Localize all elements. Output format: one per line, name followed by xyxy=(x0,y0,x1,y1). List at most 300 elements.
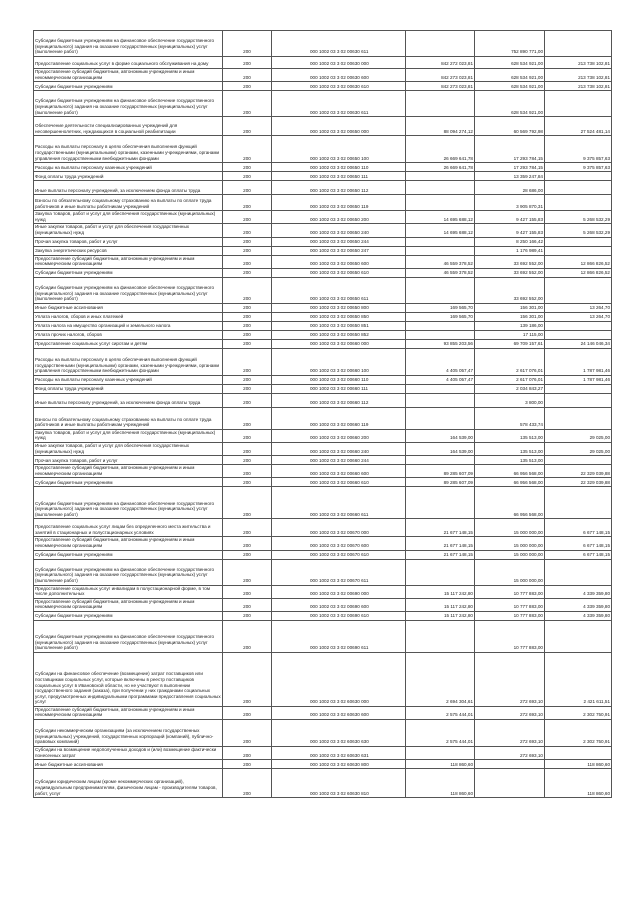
approved-amount-cell xyxy=(406,747,475,760)
line-code-cell: 200 xyxy=(223,706,272,719)
approved-amount-cell xyxy=(406,330,475,339)
executed-amount-cell: 17 293 784,15 xyxy=(475,136,545,163)
budget-classification-code-cell: 000 1002 03 3 02 00660 110 xyxy=(272,375,406,384)
approved-amount-cell: 169 565,70 xyxy=(406,312,475,321)
executed-amount-cell xyxy=(475,769,545,798)
table-row xyxy=(34,487,612,519)
approved-amount-cell xyxy=(406,559,475,585)
unexecuted-amount-cell: 24 146 046,34 xyxy=(545,339,612,348)
line-code-cell: 200 xyxy=(223,747,272,760)
executed-amount-cell: 15 000 000,00 xyxy=(475,550,545,559)
line-code-cell: 200 xyxy=(223,82,272,91)
line-code-cell: 200 xyxy=(223,487,272,519)
expense-name-cell: Предоставление субсидий бюджетным, автономным учреждениям и иным некоммерческим организациям xyxy=(34,255,223,268)
budget-classification-code-cell: 000 1002 03 3 02 00690 600 xyxy=(272,598,406,611)
line-code-cell: 200 xyxy=(223,720,272,747)
table-row xyxy=(34,393,612,407)
table-row xyxy=(34,339,612,348)
executed-amount-cell: 2 617 076,01 xyxy=(475,375,545,384)
approved-amount-cell: 14 695 688,12 xyxy=(406,224,475,237)
executed-amount-cell: 578 433,74 xyxy=(475,407,545,429)
budget-classification-code-cell: 000 1002 03 3 02 00650 611 xyxy=(272,277,406,303)
expense-name-cell: Иные закупки товаров, работ и услуг для обеспечения государственных (муниципальных) нужд xyxy=(34,224,223,237)
executed-amount-cell: 10 777 883,00 xyxy=(475,620,545,652)
unexecuted-amount-cell: 4 339 359,80 xyxy=(545,598,612,611)
budget-classification-code-cell: 000 1002 03 3 02 00660 111 xyxy=(272,384,406,393)
unexecuted-amount-cell: 5 268 532,29 xyxy=(545,224,612,237)
table-row xyxy=(34,57,612,69)
approved-amount-cell: 21 677 148,15 xyxy=(406,537,475,550)
unexecuted-amount-cell: 213 738 102,81 xyxy=(545,57,612,69)
line-code-cell: 200 xyxy=(223,407,272,429)
budget-classification-code-cell: 000 1002 03 3 02 00660 100 xyxy=(272,348,406,375)
expense-name-cell: Взносы по обязательному социальному страхованию на выплаты по оплате труда работников и иные выплаты работникам учреждений xyxy=(34,407,223,429)
executed-amount-cell: 66 956 568,00 xyxy=(475,487,545,519)
executed-amount-cell xyxy=(475,760,545,769)
line-code-cell: 200 xyxy=(223,384,272,393)
approved-amount-cell xyxy=(406,384,475,393)
approved-amount-cell xyxy=(406,487,475,519)
line-code-cell: 200 xyxy=(223,760,272,769)
line-code-cell: 200 xyxy=(223,519,272,537)
unexecuted-amount-cell: 13 264,70 xyxy=(545,312,612,321)
line-code-cell: 200 xyxy=(223,537,272,550)
unexecuted-amount-cell: 9 375 857,63 xyxy=(545,163,612,172)
expense-name-cell: Субсидии бюджетным учреждениям xyxy=(34,550,223,559)
table-row xyxy=(34,620,612,652)
table-row xyxy=(34,277,612,303)
line-code-cell: 200 xyxy=(223,456,272,465)
table-row xyxy=(34,456,612,465)
unexecuted-amount-cell xyxy=(545,330,612,339)
executed-amount-cell: 8 250 166,42 xyxy=(475,237,545,246)
budget-classification-code-cell: 000 1002 03 3 02 00650 111 xyxy=(272,172,406,181)
approved-amount-cell: 26 669 641,78 xyxy=(406,136,475,163)
table-row xyxy=(34,747,612,760)
line-code-cell: 200 xyxy=(223,375,272,384)
budget-classification-code-cell: 000 1002 03 3 02 00690 000 xyxy=(272,585,406,598)
executed-amount-cell: 15 000 000,00 xyxy=(475,537,545,550)
budget-classification-code-cell: 000 1002 03 3 02 00670 610 xyxy=(272,550,406,559)
budget-classification-code-cell: 000 1002 03 3 02 00650 247 xyxy=(272,246,406,255)
table-row xyxy=(34,181,612,195)
line-code-cell: 200 xyxy=(223,465,272,478)
executed-amount-cell: 13 359 247,84 xyxy=(475,172,545,181)
expense-name-cell: Субсидии бюджетным учреждениям на финансовое обеспечение государственного (муниципального) задания на оказание государственных (муниципальных) услуг (выполнение работ) xyxy=(34,31,223,57)
executed-amount-cell: 3 905 870,31 xyxy=(475,195,545,211)
line-code-cell: 200 xyxy=(223,211,272,224)
line-code-cell: 200 xyxy=(223,277,272,303)
executed-amount-cell: 9 427 155,83 xyxy=(475,224,545,237)
line-code-cell: 200 xyxy=(223,769,272,798)
table-row xyxy=(34,429,612,442)
table-row xyxy=(34,237,612,246)
approved-amount-cell: 2 575 444,01 xyxy=(406,720,475,747)
executed-amount-cell: 135 513,00 xyxy=(475,456,545,465)
expense-name-cell: Закупка товаров, работ и услуг для обеспечения государственных (муниципальных) нужд xyxy=(34,429,223,442)
approved-amount-cell xyxy=(406,456,475,465)
expense-name-cell: Субсидии бюджетным учреждениям на финансовое обеспечение государственного (муниципального) задания на оказание государственных (муниципальных) услуг (выполнение работ) xyxy=(34,91,223,117)
budget-table-body xyxy=(34,31,612,798)
line-code-cell: 200 xyxy=(223,31,272,57)
approved-amount-cell: 164 539,00 xyxy=(406,442,475,455)
executed-amount-cell: 752 890 771,00 xyxy=(475,31,545,57)
budget-report-sheet xyxy=(33,30,611,798)
executed-amount-cell: 272 693,10 xyxy=(475,720,545,747)
executed-amount-cell: 10 777 883,00 xyxy=(475,611,545,620)
executed-amount-cell: 15 000 000,00 xyxy=(475,559,545,585)
expense-name-cell: Субсидии бюджетным учреждениям на финансовое обеспечение государственного (муниципального) задания на оказание государственных (муниципальных) услуг (выполнение работ) xyxy=(34,277,223,303)
expense-name-cell: Субсидии бюджетным учреждениям на финансовое обеспечение государственного (муниципального) задания на оказание государственных (муниципальных) услуг (выполнение работ) xyxy=(34,620,223,652)
unexecuted-amount-cell: 2 302 750,91 xyxy=(545,720,612,747)
budget-classification-code-cell: 000 1002 03 3 02 00630 000 xyxy=(272,57,406,69)
expense-name-cell: Уплата налога на имущество организаций и земельного налога xyxy=(34,321,223,330)
executed-amount-cell: 156 301,00 xyxy=(475,312,545,321)
table-row xyxy=(34,550,612,559)
budget-classification-code-cell: 000 1002 03 3 02 00650 852 xyxy=(272,330,406,339)
approved-amount-cell: 4 405 057,47 xyxy=(406,375,475,384)
approved-amount-cell xyxy=(406,277,475,303)
expense-name-cell: Уплата прочих налогов, сборов xyxy=(34,330,223,339)
approved-amount-cell: 15 117 242,80 xyxy=(406,585,475,598)
approved-amount-cell xyxy=(406,393,475,407)
line-code-cell: 200 xyxy=(223,117,272,136)
line-code-cell: 200 xyxy=(223,550,272,559)
budget-classification-code-cell: 000 1002 03 3 02 00660 240 xyxy=(272,442,406,455)
unexecuted-amount-cell xyxy=(545,456,612,465)
approved-amount-cell: 46 559 378,52 xyxy=(406,255,475,268)
table-row xyxy=(34,478,612,487)
unexecuted-amount-cell xyxy=(545,620,612,652)
budget-classification-code-cell: 000 1002 03 3 02 00650 200 xyxy=(272,211,406,224)
unexecuted-amount-cell: 12 866 826,52 xyxy=(545,255,612,268)
budget-classification-code-cell: 000 1002 03 3 02 00650 110 xyxy=(272,163,406,172)
approved-amount-cell: 21 677 148,15 xyxy=(406,550,475,559)
expense-name-cell: Предоставление социальных услуг сиротам и детям xyxy=(34,339,223,348)
line-code-cell: 200 xyxy=(223,195,272,211)
expense-name-cell: Расходы на выплаты персоналу в целях обеспечения выполнения функций государственными (муниципальными) органами, казенными учреждениями, органами управления государственными внебюджетными фондами xyxy=(34,136,223,163)
approved-amount-cell: 842 272 023,81 xyxy=(406,57,475,69)
expense-name-cell: Иные бюджетные ассигнования xyxy=(34,303,223,312)
approved-amount-cell: 842 273 023,81 xyxy=(406,82,475,91)
unexecuted-amount-cell: 6 677 148,15 xyxy=(545,519,612,537)
table-row xyxy=(34,31,612,57)
expense-name-cell: Расходы на выплаты персоналу в целях обеспечения выполнения функций государственными (муниципальными) органами, казенными учреждениями, органами управления государственными внебюджетными фондами xyxy=(34,348,223,375)
line-code-cell: 200 xyxy=(223,224,272,237)
table-row xyxy=(34,706,612,719)
expense-name-cell: Закупка товаров, работ и услуг для обеспечения государственных (муниципальных) нужд xyxy=(34,211,223,224)
unexecuted-amount-cell: 2 421 611,51 xyxy=(545,652,612,706)
table-row xyxy=(34,136,612,163)
budget-classification-code-cell: 000 1002 03 3 02 00650 112 xyxy=(272,181,406,195)
approved-amount-cell xyxy=(406,172,475,181)
unexecuted-amount-cell: 27 524 481,14 xyxy=(545,117,612,136)
executed-amount-cell: 66 956 568,00 xyxy=(475,478,545,487)
approved-amount-cell: 2 575 444,01 xyxy=(406,706,475,719)
unexecuted-amount-cell: 5 268 532,29 xyxy=(545,211,612,224)
expense-name-cell: Фонд оплаты труда учреждений xyxy=(34,172,223,181)
table-row xyxy=(34,224,612,237)
expense-name-cell: Иные выплаты персоналу учреждений, за исключением фонда оплаты труда xyxy=(34,181,223,195)
table-row xyxy=(34,769,612,798)
budget-classification-code-cell: 000 1002 03 3 02 00650 800 xyxy=(272,303,406,312)
budget-classification-code-cell: 000 1002 03 3 02 60630 630 xyxy=(272,720,406,747)
table-row xyxy=(34,163,612,172)
executed-amount-cell: 628 534 921,00 xyxy=(475,91,545,117)
expense-name-cell: Предоставление социальных услуг лицам без определенного места жительства и занятий в стационарных и полустационарных условиях xyxy=(34,519,223,537)
budget-classification-code-cell: 000 1002 03 3 02 00650 244 xyxy=(272,237,406,246)
line-code-cell: 200 xyxy=(223,585,272,598)
budget-classification-code-cell: 000 1002 03 3 02 00660 200 xyxy=(272,429,406,442)
executed-amount-cell: 628 534 921,00 xyxy=(475,69,545,82)
table-row xyxy=(34,172,612,181)
expense-name-cell: Обеспечение деятельности специализированных учреждений для несовершеннолетних, нуждающихся в социальной реабилитации xyxy=(34,117,223,136)
table-row xyxy=(34,465,612,478)
table-row xyxy=(34,585,612,598)
executed-amount-cell: 33 692 552,00 xyxy=(475,268,545,277)
executed-amount-cell: 628 534 921,00 xyxy=(475,57,545,69)
line-code-cell: 200 xyxy=(223,91,272,117)
budget-classification-code-cell: 000 1002 03 3 02 00650 119 xyxy=(272,195,406,211)
budget-classification-code-cell: 000 1002 03 3 02 00630 600 xyxy=(272,69,406,82)
executed-amount-cell: 15 000 000,00 xyxy=(475,519,545,537)
budget-classification-code-cell: 000 1002 03 3 02 00650 600 xyxy=(272,255,406,268)
table-row xyxy=(34,69,612,82)
approved-amount-cell: 15 117 242,80 xyxy=(406,611,475,620)
budget-classification-code-cell: 000 1002 03 3 02 00650 850 xyxy=(272,312,406,321)
approved-amount-cell: 164 539,00 xyxy=(406,429,475,442)
table-row xyxy=(34,330,612,339)
budget-classification-code-cell: 000 1002 03 3 02 00630 611 xyxy=(272,31,406,57)
unexecuted-amount-cell xyxy=(545,277,612,303)
table-row xyxy=(34,652,612,706)
unexecuted-amount-cell: 12 866 826,52 xyxy=(545,268,612,277)
unexecuted-amount-cell: 2 302 750,91 xyxy=(545,706,612,719)
executed-amount-cell: 9 427 155,83 xyxy=(475,211,545,224)
expense-name-cell: Субсидии бюджетным учреждениям на финансовое обеспечение государственного (муниципального) задания на оказание государственных (муниципальных) услуг (выполнение работ) xyxy=(34,487,223,519)
budget-classification-code-cell: 000 1002 03 3 02 60630 800 xyxy=(272,760,406,769)
expense-name-cell: Иные закупки товаров, работ и услуг для обеспечения государственных (муниципальных) нужд xyxy=(34,442,223,455)
expense-name-cell: Прочая закупка товаров, работ и услуг xyxy=(34,456,223,465)
expense-name-cell: Фонд оплаты труда учреждений xyxy=(34,384,223,393)
unexecuted-amount-cell: 13 264,70 xyxy=(545,303,612,312)
unexecuted-amount-cell: 118 860,60 xyxy=(545,769,612,798)
budget-classification-code-cell: 000 1002 03 3 02 00670 600 xyxy=(272,537,406,550)
unexecuted-amount-cell xyxy=(545,181,612,195)
budget-classification-code-cell: 000 1002 03 3 02 00660 611 xyxy=(272,487,406,519)
line-code-cell: 200 xyxy=(223,393,272,407)
approved-amount-cell xyxy=(406,181,475,195)
executed-amount-cell: 66 956 568,00 xyxy=(475,465,545,478)
table-row xyxy=(34,255,612,268)
budget-classification-code-cell: 000 1002 03 3 02 60630 631 xyxy=(272,747,406,760)
line-code-cell: 200 xyxy=(223,321,272,330)
approved-amount-cell: 89 285 607,09 xyxy=(406,478,475,487)
expense-name-cell: Предоставление субсидий бюджетным, автономным учреждениям и иным некоммерческим организациям xyxy=(34,465,223,478)
unexecuted-amount-cell: 1 787 981,46 xyxy=(545,348,612,375)
unexecuted-amount-cell: 1 787 981,46 xyxy=(545,375,612,384)
executed-amount-cell: 3 800,00 xyxy=(475,393,545,407)
approved-amount-cell xyxy=(406,407,475,429)
unexecuted-amount-cell xyxy=(545,31,612,57)
table-row xyxy=(34,82,612,91)
line-code-cell: 200 xyxy=(223,57,272,69)
budget-classification-code-cell: 000 1002 03 3 02 00660 000 xyxy=(272,339,406,348)
executed-amount-cell: 10 777 883,00 xyxy=(475,585,545,598)
unexecuted-amount-cell xyxy=(545,384,612,393)
expense-name-cell: Предоставление социальных услуг инвалидам в полустационарной форме, в том числе дополнительных xyxy=(34,585,223,598)
unexecuted-amount-cell: 9 375 857,63 xyxy=(545,136,612,163)
line-code-cell: 200 xyxy=(223,652,272,706)
expense-name-cell: Расходы на выплаты персоналу казенных учреждений xyxy=(34,375,223,384)
unexecuted-amount-cell: 213 738 102,81 xyxy=(545,82,612,91)
expense-name-cell: Закупка энергетических ресурсов xyxy=(34,246,223,255)
line-code-cell: 200 xyxy=(223,559,272,585)
expense-name-cell: Иные выплаты персоналу учреждений, за исключением фонда оплаты труда xyxy=(34,393,223,407)
budget-classification-code-cell: 000 1002 03 3 02 00660 119 xyxy=(272,407,406,429)
table-row xyxy=(34,211,612,224)
expense-name-cell: Субсидии бюджетным учреждениям xyxy=(34,268,223,277)
expense-name-cell: Предоставление субсидий бюджетным, автономным учреждениям и иным некоммерческим организациям xyxy=(34,598,223,611)
table-row xyxy=(34,760,612,769)
approved-amount-cell xyxy=(406,237,475,246)
expense-name-cell: Субсидии юридическим лицам (кроме некоммерческих организаций), индивидуальным предпринимателям, физическим лицам - производителям товаров, работ, услуг xyxy=(34,769,223,798)
line-code-cell: 200 xyxy=(223,442,272,455)
executed-amount-cell: 17 293 784,15 xyxy=(475,163,545,172)
unexecuted-amount-cell: 22 329 039,88 xyxy=(545,478,612,487)
budget-classification-code-cell: 000 1002 03 3 02 60630 810 xyxy=(272,769,406,798)
table-row xyxy=(34,537,612,550)
table-row xyxy=(34,375,612,384)
table-row xyxy=(34,720,612,747)
approved-amount-cell: 26 669 641,78 xyxy=(406,163,475,172)
unexecuted-amount-cell xyxy=(545,91,612,117)
unexecuted-amount-cell: 29 025,00 xyxy=(545,442,612,455)
expense-name-cell: Уплата налогов, сборов и иных платежей xyxy=(34,312,223,321)
budget-classification-code-cell: 000 1002 03 3 02 00630 610 xyxy=(272,82,406,91)
budget-classification-code-cell: 000 1002 03 3 02 00650 240 xyxy=(272,224,406,237)
executed-amount-cell: 272 693,10 xyxy=(475,652,545,706)
unexecuted-amount-cell xyxy=(545,172,612,181)
expense-name-cell: Субсидии на возмещение недополученных доходов и (или) возмещение фактически понесенных затрат xyxy=(34,747,223,760)
unexecuted-amount-cell xyxy=(545,246,612,255)
approved-amount-cell: 4 405 057,47 xyxy=(406,348,475,375)
executed-amount-cell: 60 569 792,98 xyxy=(475,117,545,136)
budget-classification-code-cell: 000 1002 03 3 02 00660 610 xyxy=(272,478,406,487)
expense-name-cell: Взносы по обязательному социальному страхованию на выплаты по оплате труда работников и иные выплаты работникам учреждений xyxy=(34,195,223,211)
table-row xyxy=(34,384,612,393)
table-row xyxy=(34,442,612,455)
table-row xyxy=(34,91,612,117)
unexecuted-amount-cell: 6 677 148,15 xyxy=(545,550,612,559)
line-code-cell: 200 xyxy=(223,237,272,246)
approved-amount-cell xyxy=(406,195,475,211)
line-code-cell: 200 xyxy=(223,246,272,255)
approved-amount-cell: 15 117 242,80 xyxy=(406,598,475,611)
table-row xyxy=(34,407,612,429)
table-row xyxy=(34,611,612,620)
line-code-cell: 200 xyxy=(223,611,272,620)
unexecuted-amount-cell: 29 025,00 xyxy=(545,429,612,442)
unexecuted-amount-cell xyxy=(545,393,612,407)
expense-name-cell: Предоставление субсидий бюджетным, автономным учреждениям и иным некоммерческим организациям xyxy=(34,69,223,82)
budget-classification-code-cell: 000 1002 03 3 02 00690 611 xyxy=(272,620,406,652)
executed-amount-cell: 272 693,10 xyxy=(475,747,545,760)
approved-amount-cell: 842 273 023,81 xyxy=(406,69,475,82)
executed-amount-cell: 135 513,00 xyxy=(475,442,545,455)
unexecuted-amount-cell: 118 860,60 xyxy=(545,760,612,769)
executed-amount-cell: 28 686,00 xyxy=(475,181,545,195)
table-row xyxy=(34,268,612,277)
executed-amount-cell: 135 513,00 xyxy=(475,429,545,442)
approved-amount-cell: 118 860,60 xyxy=(406,760,475,769)
table-row xyxy=(34,195,612,211)
table-row xyxy=(34,312,612,321)
line-code-cell: 200 xyxy=(223,330,272,339)
approved-amount-cell: 14 695 688,12 xyxy=(406,211,475,224)
unexecuted-amount-cell: 4 339 359,80 xyxy=(545,585,612,598)
executed-amount-cell: 1 176 989,41 xyxy=(475,246,545,255)
line-code-cell: 200 xyxy=(223,136,272,163)
unexecuted-amount-cell: 22 329 039,88 xyxy=(545,465,612,478)
line-code-cell: 200 xyxy=(223,172,272,181)
line-code-cell: 200 xyxy=(223,429,272,442)
budget-classification-code-cell: 000 1002 03 3 02 60630 600 xyxy=(272,706,406,719)
expense-name-cell: Субсидии бюджетным учреждениям на финансовое обеспечение государственного (муниципального) задания на оказание государственных (муниципальных) услуг (выполнение работ) xyxy=(34,559,223,585)
executed-amount-cell: 139 186,00 xyxy=(475,321,545,330)
approved-amount-cell: 2 694 304,61 xyxy=(406,652,475,706)
budget-classification-code-cell: 000 1002 03 3 02 00650 000 xyxy=(272,117,406,136)
executed-amount-cell: 33 692 552,00 xyxy=(475,277,545,303)
line-code-cell: 200 xyxy=(223,620,272,652)
unexecuted-amount-cell xyxy=(545,559,612,585)
budget-classification-code-cell: 000 1002 03 3 02 00670 611 xyxy=(272,559,406,585)
budget-classification-code-cell: 000 1002 03 3 02 00670 000 xyxy=(272,519,406,537)
approved-amount-cell xyxy=(406,246,475,255)
unexecuted-amount-cell: 6 677 148,15 xyxy=(545,537,612,550)
budget-classification-code-cell: 000 1002 03 3 02 00660 112 xyxy=(272,393,406,407)
executed-amount-cell: 272 693,10 xyxy=(475,706,545,719)
approved-amount-cell: 21 677 148,15 xyxy=(406,519,475,537)
executed-amount-cell: 10 777 883,00 xyxy=(475,598,545,611)
executed-amount-cell: 2 034 843,27 xyxy=(475,384,545,393)
budget-classification-code-cell: 000 1002 03 3 02 00660 600 xyxy=(272,465,406,478)
executed-amount-cell: 17 115,00 xyxy=(475,330,545,339)
unexecuted-amount-cell xyxy=(545,237,612,246)
executed-amount-cell: 69 709 157,61 xyxy=(475,339,545,348)
table-row xyxy=(34,598,612,611)
line-code-cell: 200 xyxy=(223,478,272,487)
table-row xyxy=(34,303,612,312)
executed-amount-cell: 156 301,00 xyxy=(475,303,545,312)
unexecuted-amount-cell xyxy=(545,195,612,211)
expense-name-cell: Предоставление социальных услуг в форме социального обслуживания на дому xyxy=(34,57,223,69)
expense-name-cell: Субсидии некоммерческим организациям (за исключением государственных (муниципальных) учреждений, государственных корпораций (компаний), публично-правовых компаний) xyxy=(34,720,223,747)
budget-classification-code-cell: 000 1002 03 3 02 00630 611 xyxy=(272,91,406,117)
unexecuted-amount-cell: 4 339 359,80 xyxy=(545,611,612,620)
table-row xyxy=(34,519,612,537)
approved-amount-cell: 118 860,60 xyxy=(406,769,475,798)
table-row xyxy=(34,559,612,585)
budget-classification-code-cell: 000 1002 03 3 02 00660 244 xyxy=(272,456,406,465)
line-code-cell: 200 xyxy=(223,163,272,172)
line-code-cell: 200 xyxy=(223,348,272,375)
line-code-cell: 200 xyxy=(223,312,272,321)
table-row xyxy=(34,348,612,375)
approved-amount-cell xyxy=(406,620,475,652)
expense-name-cell: Субсидии бюджетным учреждениям xyxy=(34,611,223,620)
line-code-cell: 200 xyxy=(223,181,272,195)
